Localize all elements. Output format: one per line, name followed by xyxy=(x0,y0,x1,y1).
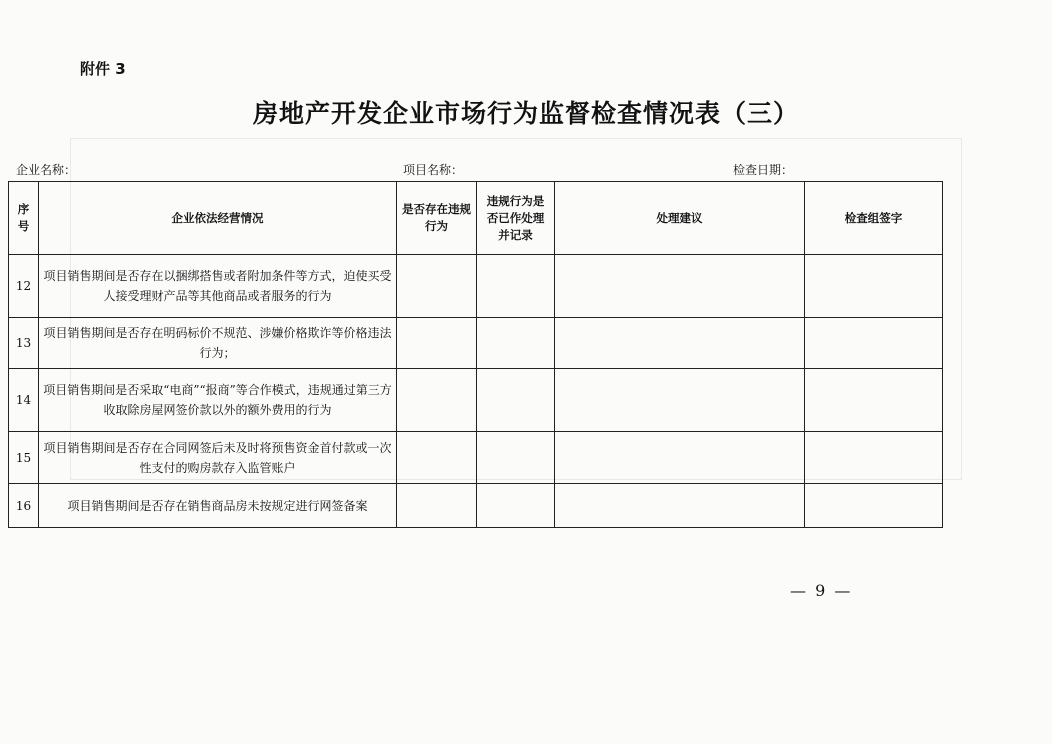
page-title: 房地产开发企业市场行为监督检查情况表（三） xyxy=(252,99,799,128)
signature-cell[interactable] xyxy=(805,432,943,484)
header-seq: 序号 xyxy=(9,182,39,255)
row-content: 项目销售期间是否存在销售商品房未按规定进行网签备案 xyxy=(39,484,397,528)
table-row xyxy=(9,318,943,369)
signature-cell[interactable] xyxy=(805,318,943,369)
company-name-label: 企业名称： xyxy=(16,163,77,177)
advice-cell[interactable] xyxy=(555,432,805,484)
header-advice: 处理建议 xyxy=(555,182,805,255)
advice-cell[interactable] xyxy=(555,255,805,318)
inspection-table xyxy=(8,181,943,528)
violation-cell[interactable] xyxy=(397,369,477,432)
row-content: 项目销售期间是否存在明码标价不规范、涉嫌价格欺诈等价格违法行为； xyxy=(39,318,397,369)
table-row xyxy=(9,369,943,432)
header-violation: 是否存在违规行为 xyxy=(397,182,477,255)
row-content: 项目销售期间是否采取“电商”“报商”等合作模式，违规通过第三方收取除房屋网签价款以外的额外费用的行为 xyxy=(39,369,397,432)
table-row xyxy=(9,484,943,528)
signature-cell[interactable] xyxy=(805,255,943,318)
row-content: 项目销售期间是否存在以捆绑搭售或者附加条件等方式，迫使买受人接受理财产品等其他商品或者服务的行为 xyxy=(39,255,397,318)
advice-cell[interactable] xyxy=(555,318,805,369)
violation-cell[interactable] xyxy=(397,484,477,528)
header-situation: 企业依法经营情况 xyxy=(39,182,397,255)
row-number: 12 xyxy=(9,255,39,318)
table-header-row xyxy=(9,182,943,255)
inspection-date-label: 检查日期： xyxy=(733,163,794,177)
violation-cell[interactable] xyxy=(397,318,477,369)
row-content: 项目销售期间是否存在合同网签后未及时将预售资金首付款或一次性支付的购房款存入监管账户 xyxy=(39,432,397,484)
signature-cell[interactable] xyxy=(805,484,943,528)
violation-cell[interactable] xyxy=(397,432,477,484)
header-signature: 检查组签字 xyxy=(805,182,943,255)
page-number: — 9 — xyxy=(790,581,853,600)
advice-cell[interactable] xyxy=(555,484,805,528)
row-number: 16 xyxy=(9,484,39,528)
recorded-cell[interactable] xyxy=(477,484,555,528)
table-row xyxy=(9,255,943,318)
recorded-cell[interactable] xyxy=(477,432,555,484)
table-row xyxy=(9,432,943,484)
header-recorded: 违规行为是否已作处理并记录 xyxy=(477,182,555,255)
row-number: 15 xyxy=(9,432,39,484)
row-number: 13 xyxy=(9,318,39,369)
recorded-cell[interactable] xyxy=(477,369,555,432)
recorded-cell[interactable] xyxy=(477,318,555,369)
recorded-cell[interactable] xyxy=(477,255,555,318)
row-number: 14 xyxy=(9,369,39,432)
project-name-label: 项目名称： xyxy=(403,163,464,177)
signature-cell[interactable] xyxy=(805,369,943,432)
violation-cell[interactable] xyxy=(397,255,477,318)
attachment-label: 附件 3 xyxy=(80,60,126,78)
advice-cell[interactable] xyxy=(555,369,805,432)
